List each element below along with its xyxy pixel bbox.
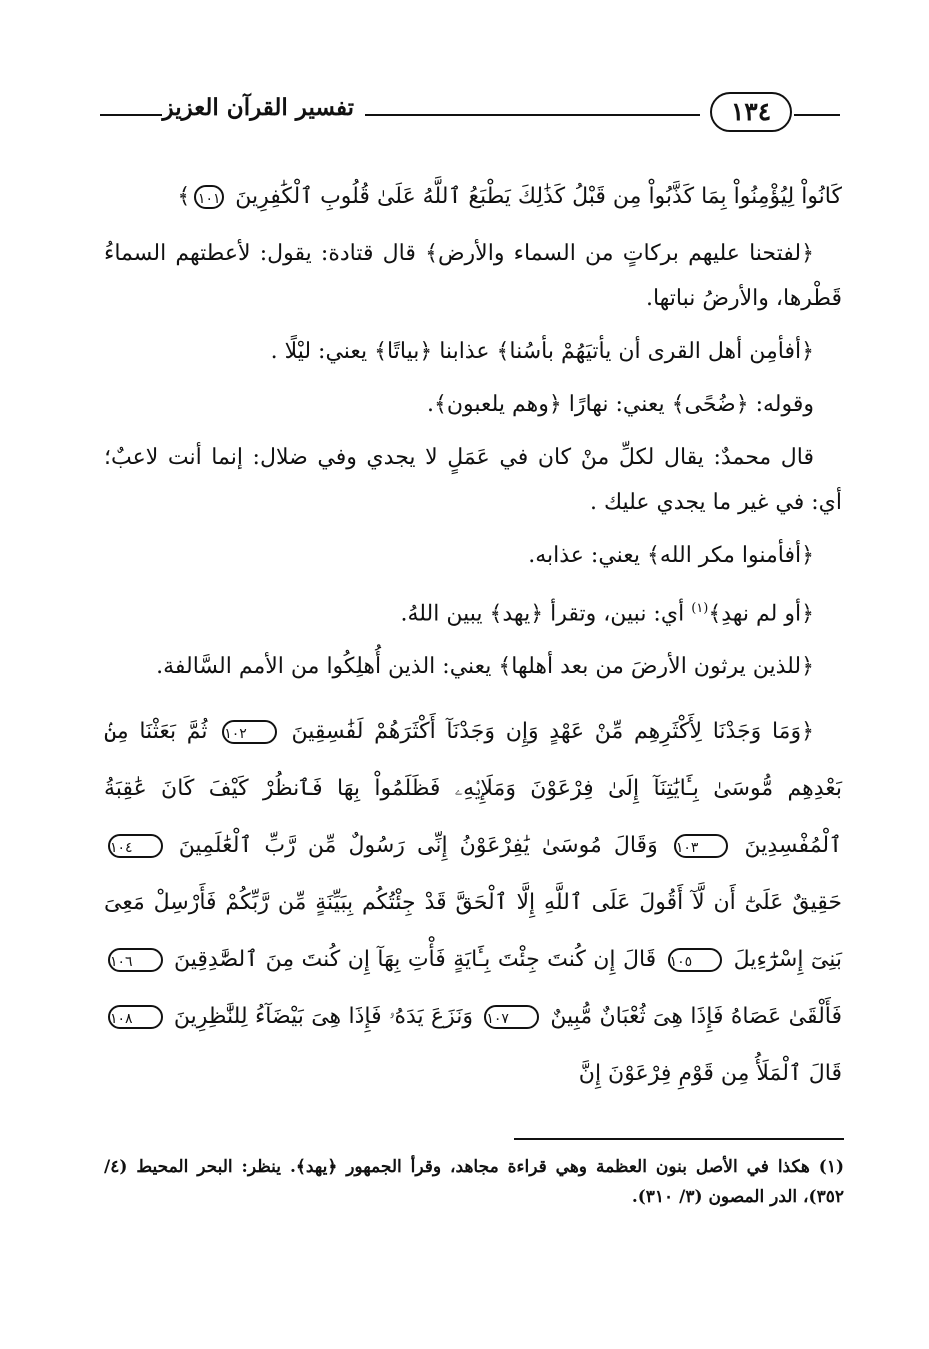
commentary-paragraph: ﴿أفأمِن أهل القرى أن يأتيَهُمْ بأسُنا﴾ عذابنا ﴿بياتًا﴾ يعني: ليْلًا . [270, 339, 814, 364]
header-rule-middle [365, 114, 700, 116]
page-number: ١٣٤ [710, 92, 792, 132]
quran-verses-block [104, 703, 842, 1102]
verse-text: وَنَزَعَ يَدَهُۥ فَإِذَا هِىَ بَيْضَآءُ لِلنَّٰظِرِينَ [173, 1004, 474, 1030]
page-header [100, 92, 840, 136]
ayah-number-marker: ١٠٢ [222, 720, 277, 744]
verse-text: ﴿وَمَا وَجَدْنَا لِأَكْثَرِهِم مِّنْ عَهْدٍ وَإِن وَجَدْنَآ أَكْثَرَهُمْ لَفَٰسِقِينَ [291, 719, 814, 745]
verse-text: وَقَالَ مُوسَىٰ يَٰفِرْعَوْنُ إِنِّى رَسُولٌ مِّن رَّبِّ ٱلْعَٰلَمِينَ [178, 833, 658, 859]
verse-text: حَقِيقٌ عَلَىٰٓ أَن لَّآ أَقُولَ عَلَى ٱللَّهِ إِلَّا ٱلْحَقَّ قَدْ جِئْتُكُم بِبَيِّنَةٍ مِّن رَّبِّكُمْ فَأَرْسِلْ مَعِىَ بَنِىٓ إِسْرَٰٓءِيلَ [104, 890, 843, 973]
quran-verse-101: كَانُواْ لِيُؤْمِنُواْ بِمَا كَذَّبُواْ مِن قَبْلُ كَذَٰلِكَ يَطْبَعُ ٱللَّهُ عَلَىٰ قُلُوبِ ٱلْكَٰفِرِينَ ١٠١﴾ [177, 184, 842, 209]
commentary-paragraph: ﴿للذين يرثون الأرضَ من بعد أهلها﴾ يعني: الذين أُهلِكُوا من الأمم السَّالفة. [156, 654, 814, 680]
footnote: (١) هكذا في الأصل بنون العظمة وهي قراءة مجاهد، وقرأ الجمهور ﴿يهد﴾. ينظر: البحر المحيط (٤/ ٣٥٢)، الدر المصون (٣/ ٣١٠). [104, 1157, 844, 1207]
verse-text: فَأَلْقَىٰ عَصَاهُ فَإِذَا هِىَ ثُعْبَانٌ مُّبِينٌ [550, 1004, 843, 1030]
ayah-number-marker: ١٠١ [194, 185, 224, 209]
ayah-number-marker: ١٠٥ [668, 948, 723, 972]
commentary-paragraph: وقوله: ﴿ضُحًى﴾ يعني: نهارًا ﴿وهم يلعبون﴾. [426, 392, 814, 417]
commentary-paragraph: قال محمدٌ: يقال لكلِّ منْ كان في عَمَلٍ لا يجدي وفي ضلال: إنما أنت لاعبٌ؛ أي: في غير ما يجدي عليك . [104, 445, 842, 515]
verse-text: كَانُواْ لِيُؤْمِنُواْ بِمَا كَذَّبُواْ مِن قَبْلُ كَذَٰلِكَ يَطْبَعُ ٱللَّهُ عَلَىٰ قُلُوبِ ٱلْكَٰفِرِينَ [235, 184, 842, 209]
ayah-number-marker: ١٠٤ [108, 834, 163, 858]
header-rule-left [100, 114, 162, 116]
commentary-body [104, 168, 842, 1102]
footnote-reference: (١) [691, 601, 709, 616]
verse-text: ثُمَّ بَعَثْنَا مِنۢ بَعْدِهِم مُّوسَىٰ بِـَٔايَٰتِنَآ إِلَىٰ فِرْعَوْنَ وَمَلَإِي۟هِۦ فَظَلَمُواْ بِهَا فَٱنظُرْ كَيْفَ كَانَ عَٰقِبَةُ ٱلْمُفْسِدِينَ [104, 719, 843, 859]
commentary-paragraph: ﴿أفأمنوا مكر الله﴾ يعني: عذابه. [528, 543, 814, 568]
commentary-paragraph [104, 586, 842, 636]
running-title: تفسير القرآن العزيز [162, 94, 354, 121]
footnote-separator [514, 1138, 844, 1140]
ayah-number-marker: ١٠٧ [484, 1005, 539, 1029]
ayah-number-marker: ١٠٨ [108, 1005, 163, 1029]
gloss-text: أي: نبين، وتقرأ ﴿يهد﴾ يبين اللهُ. [400, 601, 692, 627]
ayah-number-marker: ١٠٦ [108, 948, 163, 972]
quote-text: ﴿أو لم نهدِ﴾ [708, 601, 814, 627]
header-rule-right [794, 114, 840, 116]
ayah-number-marker: ١٠٣ [674, 834, 729, 858]
verse-text: قَالَ ٱلْمَلَأُ مِن قَوْمِ فِرْعَوْنَ إِنَّ [578, 1061, 842, 1087]
verse-text: قَالَ إِن كُنتَ جِئْتَ بِـَٔايَةٍ فَأْتِ بِهَآ إِن كُنتَ مِنَ ٱلصَّٰدِقِينَ [174, 947, 657, 973]
commentary-paragraph: ﴿لفتحنا عليهم بركاتٍ من السماء والأرض﴾ قال قتادة: يقول: لأعطتهم السماءُ قَطْرها، والأرضُ نباتها. [104, 241, 842, 311]
